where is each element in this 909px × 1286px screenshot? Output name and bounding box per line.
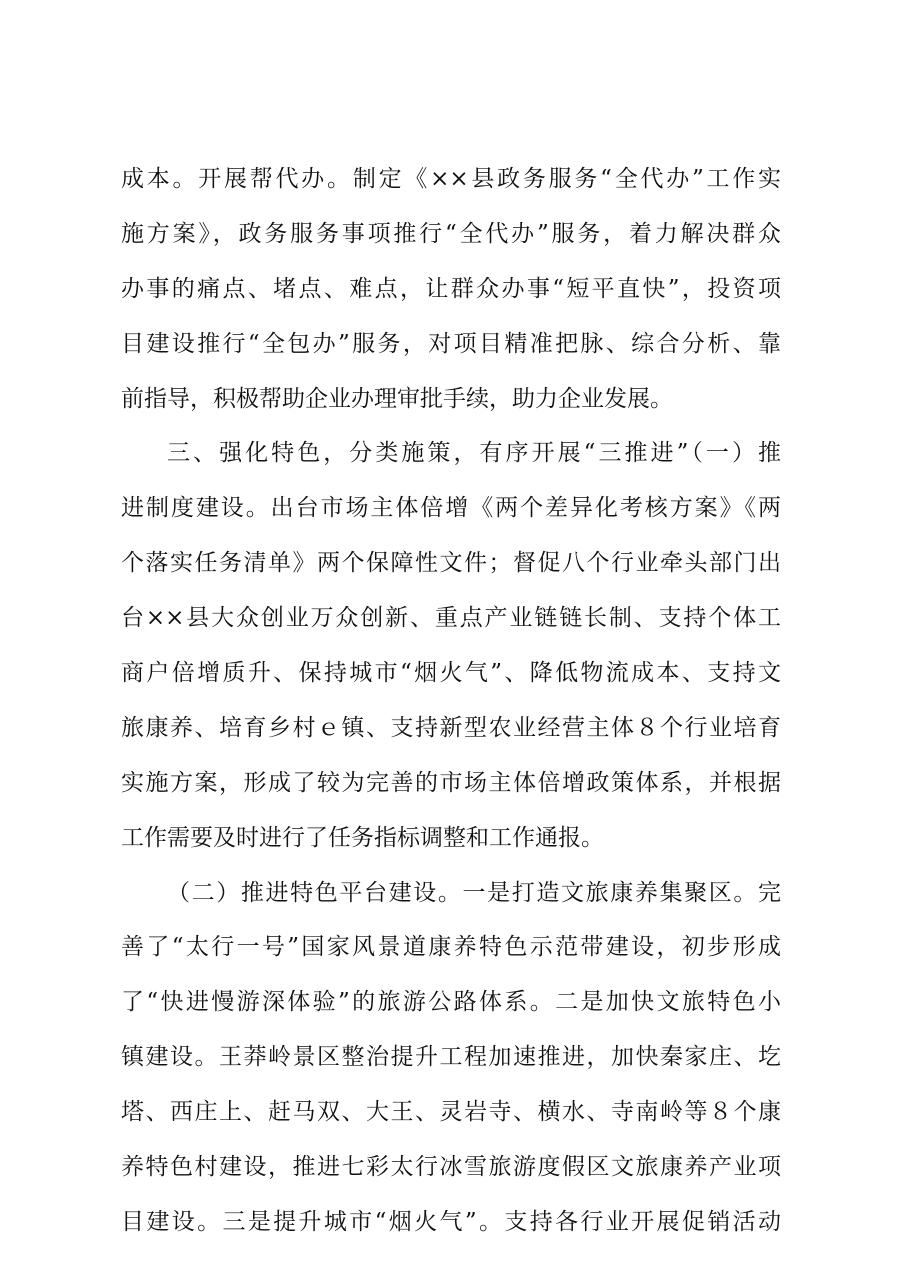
text-line: 塔、西庄上、赶马双、大王、灵岩寺、横水、寺南岭等８个康 xyxy=(121,1099,781,1126)
subsection-heading-line: （二）推进特色平台建设。一是打造文旅康养集聚区。完 xyxy=(167,879,781,906)
text-line: 镇建设。王莽岭景区整治提升工程加速推进，加快秦家庄、圪 xyxy=(121,1044,781,1071)
section-heading-line: 三、强化特色，分类施策，有序开展“三推进”（一）推 xyxy=(167,440,781,467)
text-line: 个落实任务清单》两个保障性文件；督促八个行业牵头部门出 xyxy=(121,550,781,577)
text-line: 施方案》，政务服务事项推行“全代办”服务，着力解决群众 xyxy=(121,220,781,247)
text-line: 目建设推行“全包办”服务，对项目精准把脉、综合分析、靠 xyxy=(121,330,781,357)
text-line: 旅康养、培育乡村ｅ镇、支持新型农业经营主体８个行业培育 xyxy=(121,714,781,741)
text-line: 进制度建设。出台市场主体倍增《两个差异化考核方案》《两 xyxy=(121,495,781,522)
text-line: 工作需要及时进行了任务指标调整和工作通报。 xyxy=(121,824,604,851)
text-line: 目建设。三是提升城市“烟火气”。支持各行业开展促销活动 xyxy=(121,1208,781,1235)
body-text xyxy=(121,152,781,1250)
text-line: 成本。开展帮代办。制定《××县政务服务“全代办”工作实 xyxy=(121,166,781,192)
text-line: 实施方案，形成了较为完善的市场主体倍增政策体系，并根据 xyxy=(121,769,781,796)
text-line: 养特色村建设，推进七彩太行冰雪旅游度假区文旅康养产业项 xyxy=(121,1154,781,1181)
text-line: 了“快进慢游深体验”的旅游公路体系。二是加快文旅特色小 xyxy=(121,989,781,1016)
text-line: 善了“太行一号”国家风景道康养特色示范带建设，初步形成 xyxy=(121,934,781,961)
text-line: 前指导，积极帮助企业办理审批手续，助力企业发展。 xyxy=(121,385,673,412)
text-line: 办事的痛点、堵点、难点，让群众办事“短平直快”，投资项 xyxy=(121,275,781,302)
text-line: 商户倍增质升、保持城市“烟火气”、降低物流成本、支持文 xyxy=(121,660,781,687)
text-line: 台××县大众创业万众创新、重点产业链链长制、支持个体工 xyxy=(121,605,781,632)
